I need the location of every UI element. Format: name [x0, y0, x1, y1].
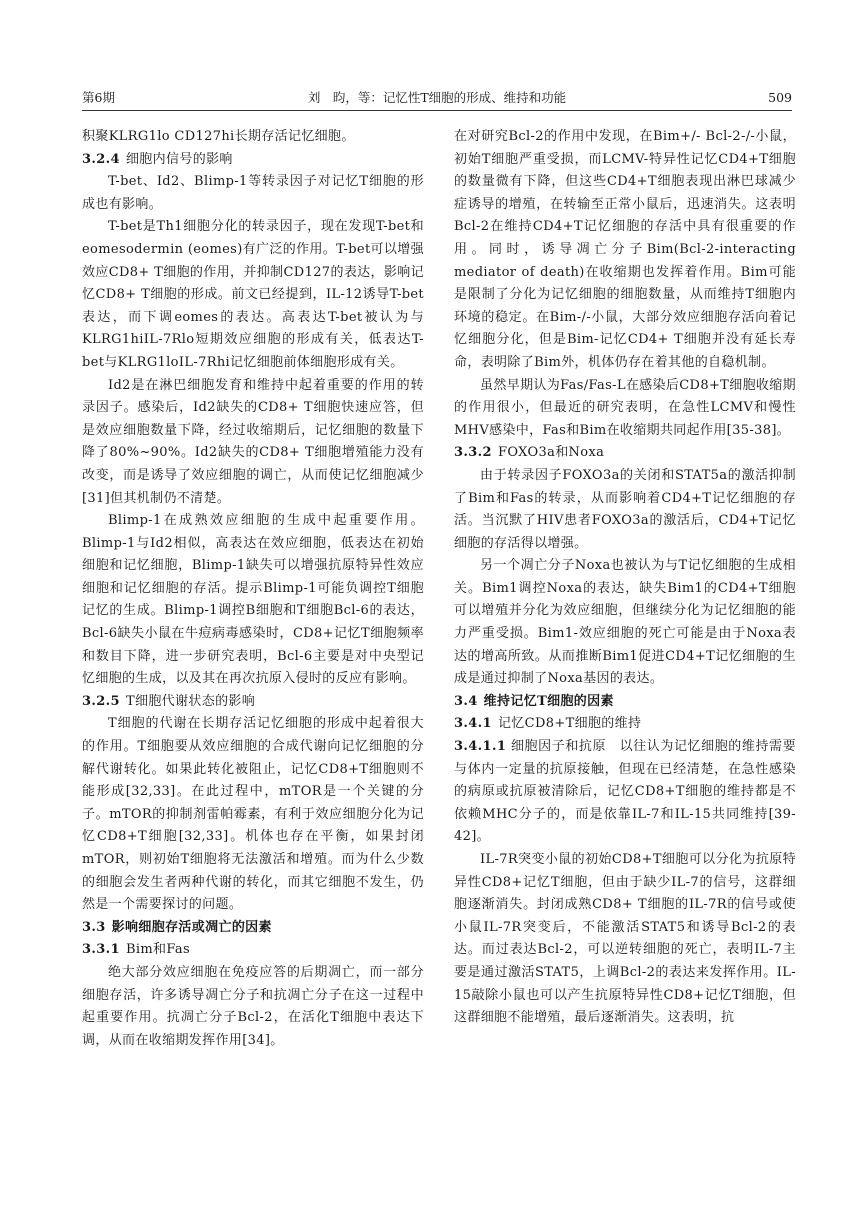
paragraph: 由于转录因子FOXO3a的关闭和STAT5a的激活抑制了Bim和Fas的转录，从而影响着CD4+T记忆细胞的存活。当沉默了HIV患者FOXO3a的激活后，CD4+T记忆细胞的存活得以增强。 — [454, 467, 796, 551]
section-heading — [82, 939, 424, 962]
section-title: FOXO3a和Noxa — [497, 445, 605, 461]
paragraph: 在对研究Bcl-2的作用中发现，在Bim+/- Bcl-2-/-小鼠，初始T细胞严重受损，而LCMV-特异性记忆CD4+T细胞的数量微有下降，但这些CD4+T细胞表现出淋巴球减少症诱导的增殖，在转输至正常小鼠后，迅速消失。这表明Bcl-2在维持CD4+T记忆细胞的存活中具有很重要的作用。同时，诱导凋亡分子Bim(Bcl-2-interacting mediator of death)在收缩期也发挥着作用。Bim可能是限制了分化为记忆细胞的细胞数量，从而维持T细胞内环境的稳定。在Bim-/-小鼠，大部分效应细胞存活向着记忆细胞分化，但是Bim-记忆CD4+ T细胞并没有延长寿命，表明除了Bim外，机体仍存在着其他的自稳机制。 — [454, 129, 796, 370]
paragraph: 积聚KLRG1lo CD127hi长期存活记忆细胞。 — [82, 129, 355, 144]
section-number: 3.4.1 — [454, 716, 492, 732]
paragraph: T-bet、Id2、Blimp-1等转录因子对记忆T细胞的形成也有影响。 — [82, 174, 424, 212]
running-header — [82, 88, 792, 111]
paragraph: T细胞的代谢在长期存活记忆细胞的形成中起着很大的作用。T细胞要从效应细胞的合成代谢向记忆细胞的分解代谢转化。如果此转化被阻止，记忆CD8+T细胞则不能形成[32,33]。在此过程中，mTOR是一个关键的分子。mTOR的抑制剂雷帕霉素，有利于效应细胞分化为记忆CD8+T细胞[32,33]。机体也存在平衡，如果封闭mTOR，则初始T细胞将无法激活和增殖。而为什么少数的细胞会发生者两种代谢的转化，而其它细胞不发生，仍然是一个需要探讨的问题。 — [82, 716, 424, 913]
running-title: 刘 昀，等：记忆性T细胞的形成、维持和功能 — [307, 90, 567, 105]
section-number: 3.2.5 — [82, 693, 120, 709]
section-heading — [454, 691, 796, 714]
paragraph: Id2是在淋巴细胞发育和维持中起着重要的作用的转录因子。感染后，Id2缺失的CD8+ T细胞快速应答，但是效应细胞数量下降，经过收缩期后，记忆细胞的数量下降了80%~90%。Id2缺失的CD8+ T细胞增殖能力没有改变，而是诱导了效应细胞的调亡，从而使记忆细胞减少[31]但其机制仍不清楚。 — [82, 377, 424, 506]
section-number: 3.3.2 — [454, 445, 492, 461]
page-number: 509 — [768, 90, 792, 105]
section-heading — [454, 713, 796, 736]
section-heading — [454, 442, 796, 465]
section-number: 3.3 — [82, 919, 106, 935]
section-title: 细胞内信号的影响 — [125, 151, 233, 167]
issue-number: 第6期 — [82, 90, 115, 105]
paragraph: T-bet是Th1细胞分化的转录因子，现在发现T-bet和eomesodermin (eomes)有广泛的作用。T-bet可以增强效应CD8+ T细胞的作用，并抑制CD127的表达，影响记忆CD8+ T细胞的形成。前文已经提到，IL-12诱导T-bet表达，而下调eomes的表达。高表达T-bet被认为与KLRG1hiIL-7Rlo短期效应细胞的形成有关，低表达T-bet与KLRG1loIL-7Rhi记忆细胞前体细胞形成有关。 — [82, 219, 424, 370]
paragraph: 另一个凋亡分子Noxa也被认为与T记忆细胞的生成相关。Bim1调控Noxa的表达，缺失Bim1的CD4+T细胞可以增殖并分化为效应细胞，但继续分化为记忆细胞的能力严重受损。Bim1-效应细胞的死亡可能是由于Noxa表达的增高所致。从而推断Bim1促进CD4+T记忆细胞的生成是通过抑制了Noxa基因的表达。 — [454, 558, 796, 687]
section-number: 3.4 — [454, 693, 478, 709]
section-number: 3.2.4 — [82, 151, 120, 167]
paragraph: Blimp-1在成熟效应细胞的生成中起重要作用。Blimp-1与Id2相似，高表达在效应细胞，低表达在初始细胞和记忆细胞，Blimp-1缺失可以增强抗原特异性效应细胞和记忆细胞的存活。提示Blimp-1可能负调控T细胞记忆的生成。Blimp-1调控B细胞和T细胞Bcl-6的表达，Bcl-6缺失小鼠在牛痘病毒感染时，CD8+记忆T细胞频率和数目下降，进一步研究表明，Bcl-6主要是对中央型记忆细胞的生成，以及其在再次抗原入侵时的反应有影响。 — [82, 513, 424, 687]
section-title: 细胞因子和抗原 — [510, 739, 607, 755]
paragraph: 绝大部分效应细胞在免疫应答的后期凋亡，而一部分细胞存活，许多诱导凋亡分子和抗凋亡分子在这一过程中起重要作用。抗凋亡分子Bcl-2，在活化T细胞中表达下调，从而在收缩期发挥作用[34]。 — [82, 964, 424, 1048]
paragraph: 以往认为记忆细胞的维持需要与体内一定量的抗原接触，但现在已经清楚，在急性感染的病原或抗原被清除后，记忆CD8+T细胞的维持都是不依赖MHC分子的，而是依靠IL-7和IL-15共同维持[39-42]。 — [454, 739, 796, 845]
paragraph: IL-7R突变小鼠的初始CD8+T细胞可以分化为抗原特异性CD8+记忆T细胞，但由于缺少IL-7的信号，这群细胞逐渐消失。封闭成熟CD8+ T细胞的IL-7R的信号或使小鼠IL-7R突变后，不能激活STAT5和诱导Bcl-2的表达。而过表达Bcl-2，可以逆转细胞的死亡，表明IL-7主要是通过激活STAT5，上调Bcl-2的表达来发挥作用。IL-15敲除小鼠也可以产生抗原特异性CD8+记忆T细胞，但这群细胞不能增殖，最后逐渐消失。这表明，抗 — [454, 852, 796, 1026]
section-heading — [82, 691, 424, 714]
section-number: 3.3.1 — [82, 942, 120, 958]
section-number: 3.4.1.1 — [454, 739, 507, 755]
paragraph: 虽然早期认为Fas/Fas-L在感染后CD8+T细胞收缩期的作用很小，但最近的研究表明，在急性LCMV和慢性MHV感染中，Fas和Bim在收缩期共同起作用[35-38]。 — [454, 377, 796, 438]
section-title: 影响细胞存活或凋亡的因素 — [111, 919, 272, 935]
right-column — [454, 126, 796, 1030]
subsection-paragraph — [454, 736, 796, 849]
section-heading — [82, 149, 424, 172]
section-title: T细胞代谢状态的影响 — [125, 693, 256, 709]
section-title: 维持记忆T细胞的因素 — [483, 693, 614, 709]
section-heading — [82, 917, 424, 940]
section-title: Bim和Fas — [125, 942, 191, 958]
left-column — [82, 126, 424, 1052]
section-title: 记忆CD8+T细胞的维持 — [497, 716, 642, 732]
